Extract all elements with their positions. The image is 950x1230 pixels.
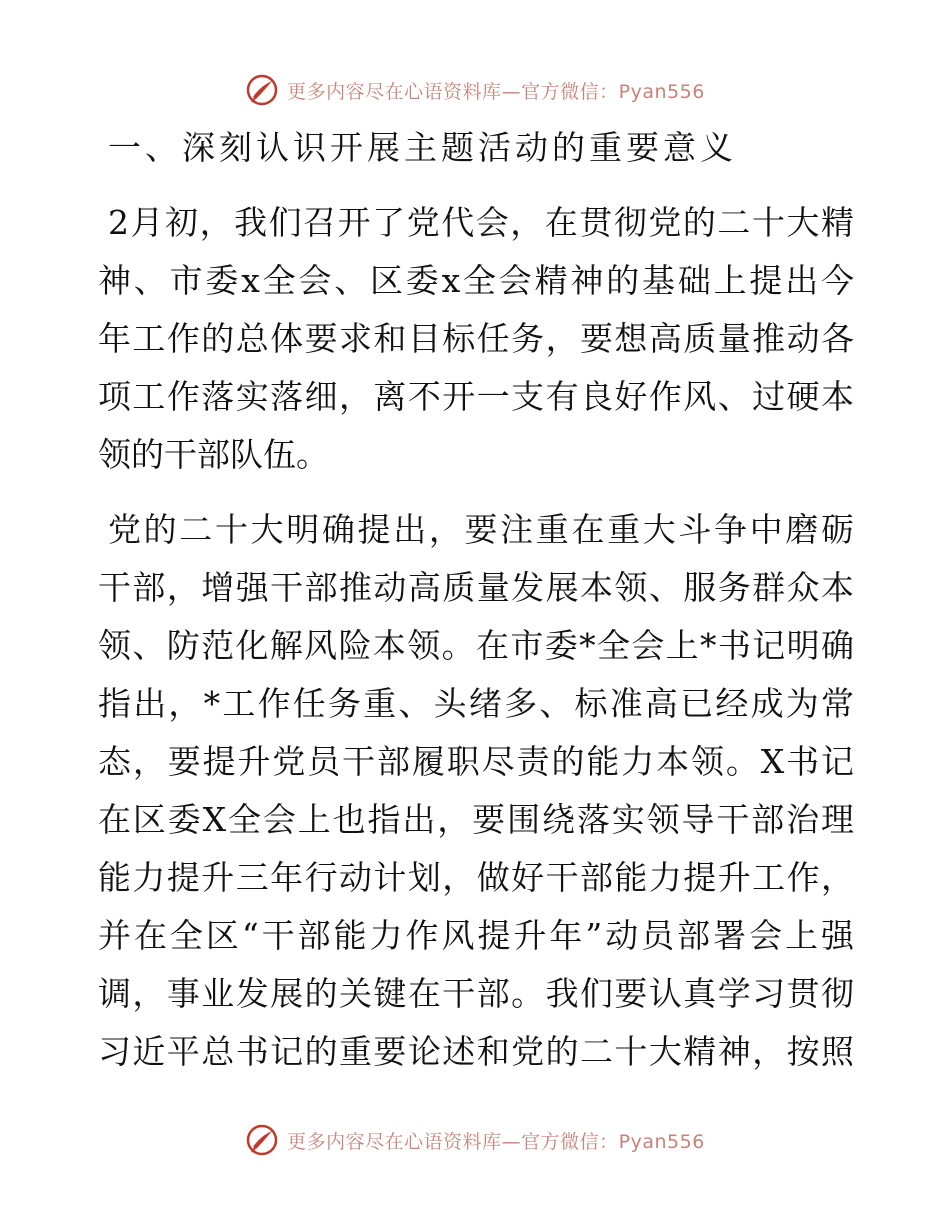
header-watermark: [0, 72, 950, 108]
paragraph-2: [98, 501, 854, 1081]
pen-logo-icon: [245, 1123, 279, 1157]
text-line: 年工作的总体要求和目标任务，要想高质量推动各: [98, 319, 854, 358]
text-line: 指出，*工作任务重、头绪多、标准高已经成为常: [98, 684, 854, 723]
watermark-text: 更多内容尽在心语资料库—官方微信：Pyan556: [287, 80, 705, 103]
section-heading: 一、深刻认识开展主题活动的重要意义: [108, 128, 737, 167]
text-line: 能力提升三年行动计划，做好干部能力提升工作，: [98, 858, 854, 897]
paragraph-1: [98, 194, 854, 484]
text-line: 神、市委x全会、区委x全会精神的基础上提出今: [98, 261, 854, 300]
text-line: 党的二十大明确提出，要注重在重大斗争中磨砺: [108, 510, 854, 549]
text-line: 态，要提升党员干部履职尽责的能力本领。X书记: [98, 742, 854, 781]
text-line: 2月初，我们召开了党代会，在贯彻党的二十大精: [108, 203, 854, 242]
text-line: 项工作落实落细，离不开一支有良好作风、过硬本: [98, 377, 854, 416]
pen-logo-icon: [245, 73, 279, 107]
watermark-text: 更多内容尽在心语资料库—官方微信：Pyan556: [287, 1130, 705, 1153]
text-line: 领的干部队伍。: [98, 435, 329, 474]
text-line: 调，事业发展的关键在干部。我们要认真学习贯彻: [98, 974, 854, 1013]
text-line: 并在全区“干部能力作风提升年”动员部署会上强: [98, 916, 854, 955]
text-line: 习近平总书记的重要论述和党的二十大精神，按照: [98, 1032, 854, 1071]
text-line: 在区委X全会上也指出，要围绕落实领导干部治理: [98, 800, 854, 839]
footer-watermark: [0, 1122, 950, 1158]
text-line: 干部，增强干部推动高质量发展本领、服务群众本: [98, 568, 854, 607]
text-line: 领、防范化解风险本领。在市委*全会上*书记明确: [98, 626, 854, 665]
